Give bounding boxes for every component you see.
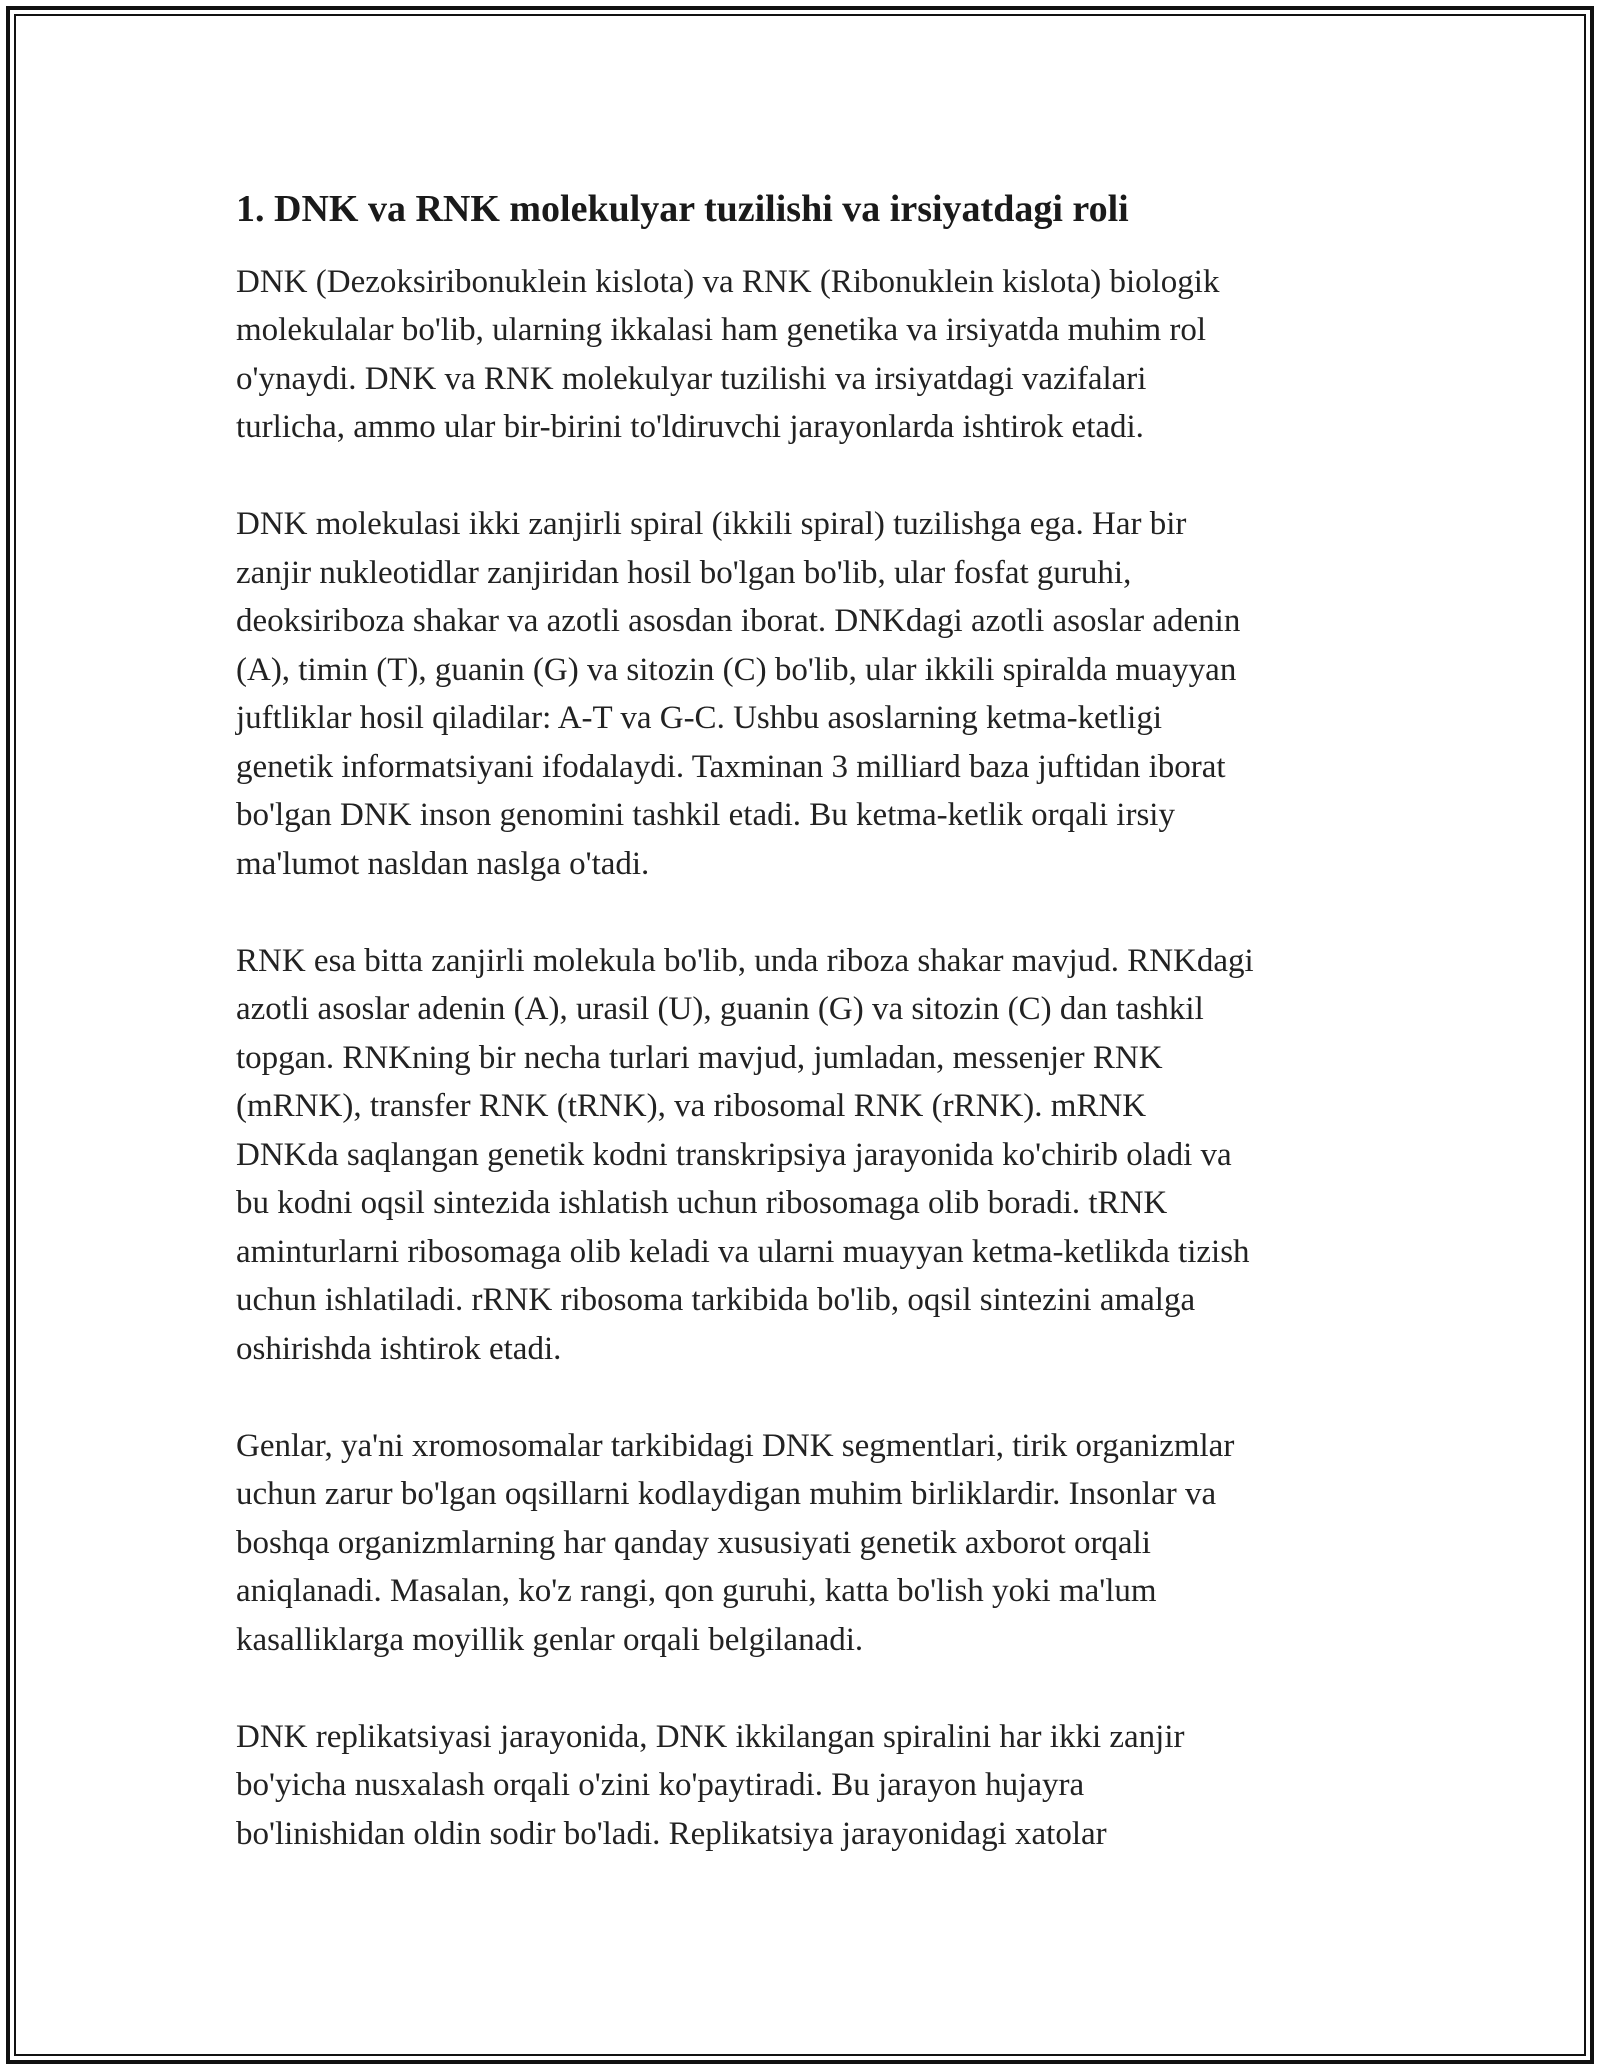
text-line: zanjir nukleotidlar zanjiridan hosil bo'lgan bo'lib, ular fosfat guruhi, [236,554,1132,591]
section-heading: 1. DNK va RNK molekulyar tuzilishi va irsiyatdagi roli [236,188,1129,230]
paragraph-dnk-structure [236,500,1386,888]
text-line: DNK (Dezoksiribonuklein kislota) va RNK (Ribonuklein kislota) biologik [236,263,1220,300]
text-line: aminturlarni ribosomaga olib keladi va ularni muayyan ketma-ketlikda tizish [236,1233,1250,1270]
document-page [236,186,1386,1907]
paragraph-replication [236,1713,1386,1859]
text-line: turlicha, ammo ular bir-birini to'ldiruvchi jarayonlarda ishtirok etadi. [236,409,1144,445]
text-line: uchun ishlatiladi. rRNK ribosoma tarkibida bo'lib, oqsil sintezini amalga [236,1282,1196,1318]
text-line: ma'lumot nasldan naslga o'tadi. [236,845,650,882]
text-line: bu kodni oqsil sintezida ishlatish uchun ribosomaga olib boradi. tRNK [236,1185,1168,1221]
paragraph-intro [236,258,1386,452]
text-line: deoksiriboza shakar va azotli asosdan iborat. DNKdagi azotli asoslar adenin [236,603,1241,639]
text-line: Genlar, ya'ni xromosomalar tarkibidagi DNK segmentlari, tirik organizmlar [236,1427,1235,1464]
text-line: (mRNK), transfer RNK (tRNK), va ribosomal RNK (rRNK). mRNK [236,1088,1147,1124]
text-line: boshqa organizmlarning har qanday xususiyati genetik axborot orqali [236,1524,1151,1561]
text-line: molekulalar bo'lib, ularning ikkalasi ham genetika va irsiyatda muhim rol [236,312,1207,348]
paragraph-rnk-structure [236,937,1386,1374]
paragraph-genes [236,1422,1386,1665]
text-line: uchun zarur bo'lgan oqsillarni kodlaydigan muhim birliklardir. Insonlar va [236,1476,1217,1512]
text-line: DNK molekulasi ikki zanjirli spiral (ikkili spiral) tuzilishga ega. Har bir [236,506,1187,542]
text-line: bo'yicha nusxalash orqali o'zini ko'paytiradi. Bu jarayon hujayra [236,1767,1085,1803]
text-line: RNK esa bitta zanjirli molekula bo'lib, unda riboza shakar mavjud. RNKdagi [236,942,1254,979]
text-line: azotli asoslar adenin (A), urasil (U), guanin (G) va sitozin (C) dan tashkil [236,991,1204,1027]
text-line: juftliklar hosil qiladilar: A-T va G-C. Ushbu asoslarning ketma-ketligi [236,700,1162,736]
text-line: oshirishda ishtirok etadi. [236,1330,562,1367]
text-line: DNKda saqlangan genetik kodni transkripsiya jarayonida ko'chirib oladi va [236,1136,1232,1173]
text-line: genetik informatsiyani ifodalaydi. Taxminan 3 milliard baza juftidan iborat [236,748,1226,785]
text-line: kasalliklarga moyillik genlar orqali belgilanadi. [236,1621,864,1658]
text-line: topgan. RNKning bir necha turlari mavjud, jumladan, messenjer RNK [236,1039,1163,1076]
text-line: aniqlanadi. Masalan, ko'z rangi, qon guruhi, katta bo'lish yoki ma'lum [236,1573,1157,1609]
text-line: bo'lgan DNK inson genomini tashkil etadi. Bu ketma-ketlik orqali irsiy [236,797,1175,833]
text-line: o'ynaydi. DNK va RNK molekulyar tuzilishi va irsiyatdagi vazifalari [236,360,1147,397]
text-line: (A), timin (T), guanin (G) va sitozin (C) bo'lib, ular ikkili spiralda muayyan [236,651,1237,688]
text-line: DNK replikatsiyasi jarayonida, DNK ikkilangan spiralini har ikki zanjir [236,1718,1185,1755]
text-line: bo'linishidan oldin sodir bo'ladi. Replikatsiya jarayonidagi xatolar [236,1815,1107,1852]
